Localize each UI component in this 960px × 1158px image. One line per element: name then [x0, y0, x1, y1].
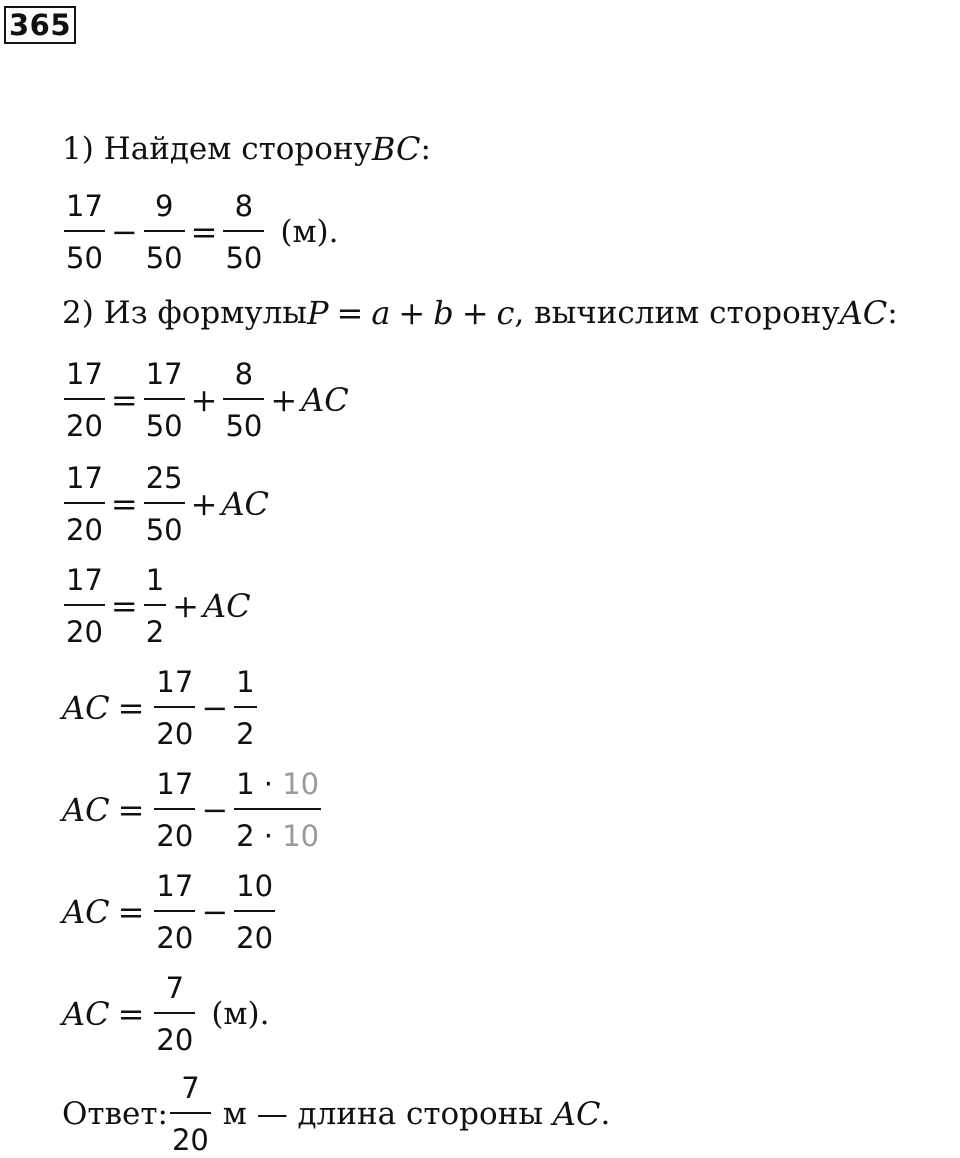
formula-b: b — [433, 294, 454, 332]
minus-sign: − — [201, 689, 229, 727]
fraction-bar — [170, 1112, 211, 1114]
equation-3 — [62, 462, 269, 546]
fraction-bar — [234, 910, 275, 912]
numerator: 17 — [145, 357, 183, 391]
fraction-bar — [234, 808, 321, 810]
fraction-bar — [154, 910, 195, 912]
fraction — [144, 462, 185, 546]
denominator: 50 — [145, 241, 183, 275]
equals-sign: = — [117, 893, 145, 931]
fraction — [64, 358, 105, 442]
step-2-colon: : — [887, 295, 898, 331]
formula-p: P — [306, 294, 329, 332]
fraction-bar — [234, 706, 256, 708]
step-1-variable: BC — [371, 130, 421, 168]
numerator: 8 — [234, 189, 254, 223]
fraction — [154, 972, 195, 1056]
minus-sign: − — [201, 893, 229, 931]
numerator: 1 — [236, 665, 255, 699]
numerator: 17 — [156, 767, 194, 801]
equals-sign: = — [117, 689, 145, 727]
step-1-text: 1) Найдем сторону — [62, 131, 372, 167]
numerator-main: 1 · — [236, 767, 283, 801]
fraction — [64, 190, 105, 274]
denominator: 2 — [145, 615, 165, 649]
fraction — [234, 666, 256, 750]
denominator: 20 — [156, 819, 194, 853]
fraction — [223, 358, 264, 442]
variable-ac: AC — [62, 893, 110, 931]
equation-1 — [62, 190, 339, 274]
fraction — [64, 564, 105, 648]
denominator: 20 — [236, 921, 274, 955]
fraction — [154, 768, 195, 852]
fraction-bar — [154, 808, 195, 810]
step-1-colon: : — [420, 131, 431, 167]
equals-sign: = — [336, 294, 364, 332]
minus-sign: − — [110, 213, 138, 251]
fraction — [64, 462, 105, 546]
fraction-bar — [144, 398, 185, 400]
numerator — [234, 768, 321, 800]
fraction-bar — [154, 706, 195, 708]
numerator: 17 — [156, 665, 194, 699]
equation-6 — [62, 768, 323, 852]
multiplier-highlight: 10 — [282, 767, 320, 801]
equals-sign: = — [117, 995, 145, 1033]
fraction — [144, 190, 185, 274]
fraction-bar — [64, 230, 105, 232]
unit-label: (м). — [280, 214, 339, 250]
fraction — [223, 190, 264, 274]
formula-c: c — [496, 294, 515, 332]
fraction-bar — [144, 502, 185, 504]
fraction-bar — [144, 604, 166, 606]
numerator: 7 — [165, 971, 185, 1005]
equation-7 — [62, 870, 277, 954]
problem-number: 365 — [4, 6, 76, 44]
fraction — [154, 666, 195, 750]
fraction-bar — [64, 398, 105, 400]
answer-dot: . — [600, 1096, 611, 1132]
plus-sign: + — [398, 294, 426, 332]
fraction — [154, 870, 195, 954]
fraction-bar — [223, 398, 264, 400]
denominator — [234, 820, 321, 852]
numerator: 17 — [66, 563, 103, 597]
numerator: 25 — [145, 461, 183, 495]
denominator-main: 2 · — [236, 819, 283, 853]
step-2-text-cont: , вычислим сторону — [514, 295, 840, 331]
denominator: 50 — [225, 241, 263, 275]
fraction — [234, 870, 275, 954]
equals-sign: = — [110, 485, 138, 523]
denominator: 20 — [156, 717, 194, 751]
equals-sign: = — [110, 587, 138, 625]
fraction — [234, 768, 321, 852]
numerator: 10 — [236, 869, 274, 903]
numerator: 8 — [234, 357, 254, 391]
denominator: 20 — [66, 615, 103, 649]
unit-label: (м). — [211, 996, 270, 1032]
plus-sign: + — [172, 587, 199, 625]
fraction-bar — [154, 1012, 195, 1014]
denominator: 2 — [236, 717, 255, 751]
fraction-bar — [144, 230, 185, 232]
variable-ac: AC — [62, 791, 110, 829]
equals-sign: = — [190, 213, 218, 251]
fraction-bar — [223, 230, 264, 232]
denominator: 20 — [171, 1123, 209, 1157]
numerator: 17 — [66, 189, 103, 223]
step-2-variable: AC — [839, 294, 888, 332]
denominator: 20 — [156, 1023, 194, 1057]
variable-ac: AC — [202, 587, 251, 625]
fraction — [144, 358, 185, 442]
equation-5 — [62, 666, 259, 750]
answer-line — [62, 1072, 610, 1156]
denominator: 50 — [225, 409, 263, 443]
equation-4 — [62, 564, 251, 648]
denominator: 20 — [156, 921, 194, 955]
answer-text: м — длина стороны — [212, 1096, 553, 1132]
step-2-text: 2) Из формулы — [62, 295, 307, 331]
step-2-line — [62, 294, 898, 332]
equals-sign: = — [117, 791, 145, 829]
numerator: 7 — [181, 1071, 200, 1105]
plus-sign: + — [461, 294, 489, 332]
step-1-line — [62, 130, 431, 168]
equals-sign: = — [110, 381, 138, 419]
fraction — [144, 564, 166, 648]
variable-ac: AC — [301, 381, 349, 419]
fraction-bar — [64, 502, 105, 504]
numerator: 17 — [66, 357, 103, 391]
fraction — [170, 1072, 211, 1156]
numerator: 17 — [156, 869, 194, 903]
denominator: 50 — [66, 241, 103, 275]
denominator: 20 — [66, 409, 103, 443]
minus-sign: − — [201, 791, 229, 829]
denominator: 50 — [145, 409, 183, 443]
multiplier-highlight: 10 — [282, 819, 320, 853]
fraction-bar — [64, 604, 105, 606]
variable-ac: AC — [62, 689, 110, 727]
formula-a: a — [371, 294, 391, 332]
answer-variable: AC — [552, 1095, 601, 1133]
plus-sign: + — [270, 381, 298, 419]
plus-sign: + — [190, 381, 218, 419]
plus-sign: + — [190, 485, 218, 523]
answer-label: Ответ: — [62, 1096, 168, 1132]
variable-ac: AC — [62, 995, 110, 1033]
equation-2 — [62, 358, 349, 442]
equation-8 — [62, 972, 269, 1056]
variable-ac: AC — [221, 485, 270, 523]
numerator: 9 — [154, 189, 174, 223]
denominator: 50 — [145, 513, 183, 547]
numerator: 1 — [145, 563, 165, 597]
denominator: 20 — [66, 513, 103, 547]
numerator: 17 — [66, 461, 103, 495]
